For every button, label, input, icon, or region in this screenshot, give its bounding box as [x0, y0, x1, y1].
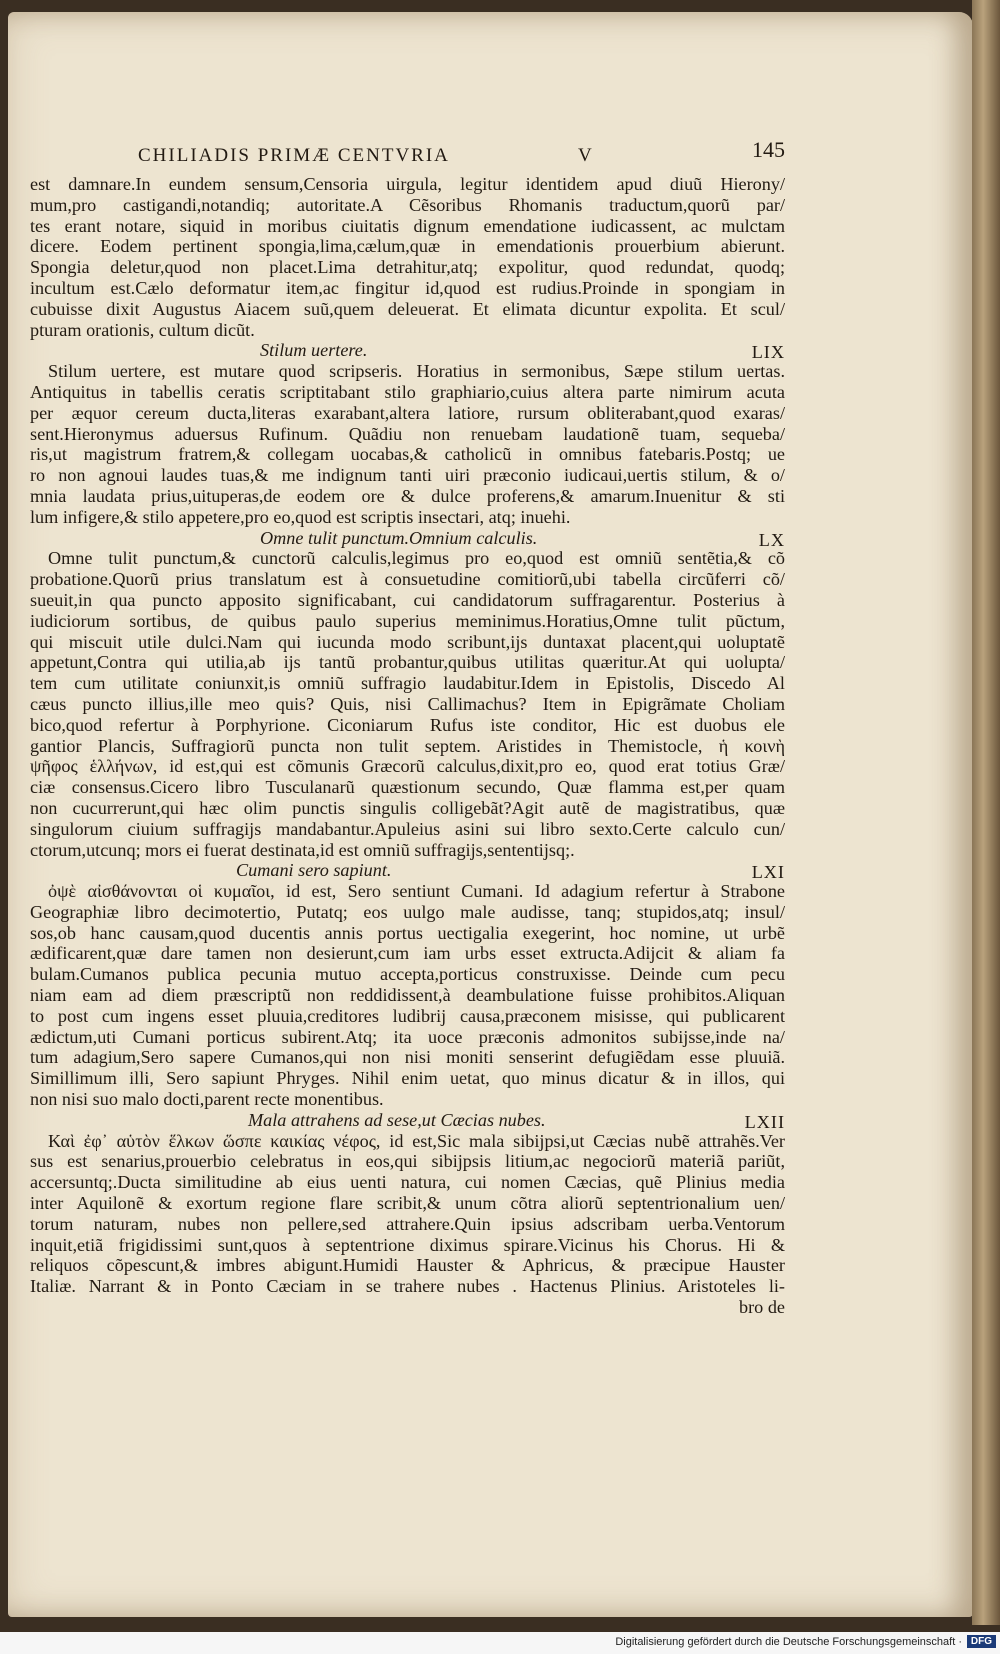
footer-credit: Digitalisierung gefördert durch die Deutsche Forschungsgemeinschaft ·	[615, 1636, 962, 1648]
text-line: reliquos cõpescunt,& imbres abigunt.Humidi Hauster & Aphricus, & præcipue Hauster	[30, 1255, 785, 1276]
text-line: sus est senarius,prouerbio celebratus in eos,qui sibijpsis litium,ac negociorũ materiã pariũt,	[30, 1151, 785, 1172]
adages-list	[30, 340, 785, 1297]
text-line: sent.Hieronymus aduersus Rufinum. Quãdiu non renuebam laudationẽ tuam, sequeba/	[30, 423, 785, 444]
adage-section	[30, 528, 785, 861]
text-line: sueuit,in qua puncto apposito significabant, cui candidatorum suffragarentur. Posterius à	[30, 589, 785, 610]
text-line: to post cum ingens esset pluuia,creditores ludibrij causa,præconem misisse, qui publicarent	[30, 1005, 785, 1026]
adage-title: Omne tulit punctum.Omnium calculis.	[260, 527, 538, 548]
adage-title: Cumani sero sapiunt.	[236, 860, 392, 881]
text-line: pturam orationis, cultum dicũt.	[30, 319, 255, 340]
text-line: cæus puncto illius,ille meo quis? Quis, nisi Callimachus? Item in Epigrãmate Choliam	[30, 693, 785, 714]
text-line: Antiquitus in tabellis ceratis scriptitabant stilo graphiario,cuius altera parte nimirum acuta	[30, 381, 785, 402]
adage-title: Mala attrahens ad sese,ut Cæcias nubes.	[248, 1109, 546, 1130]
text-line: ædictum,uti Cumani porticus subirent.Atq; ita uoce præconis admonitos subijsse,inde na/	[30, 1026, 785, 1047]
adage-heading	[30, 1110, 785, 1131]
text-line: tes erant notare, siquid in moribus ciuitatis dignum emendatione iudicassent, ac mulctam	[30, 215, 785, 236]
text-line: ciæ consensus.Cicero libro Tusculanarũ quæstionum secundo, Quæ flamma est,per quam	[30, 777, 785, 798]
digitization-footer	[0, 1632, 1000, 1654]
text-block	[30, 137, 785, 1318]
text-line: accersuntq;.Ducta similitudine ab eius uenti natura, cui nomen Cæcias, quẽ Plinius media	[30, 1172, 785, 1193]
text-line: qui miscuit utile dulci.Nam qui iucunda modo scribunt,ijs duntaxat placent,qui uoluptatẽ	[30, 631, 785, 652]
text-line: Καὶ ἐφ᾽ αὑτὸν ἕλκων ὥσπε καικίας νέφος, id est,Sic mala sibijpsi,ut Cæcias nubẽ attrahẽs.Ver	[48, 1130, 785, 1151]
text-line: tem cum utilitate coniunxit,is omniũ suffragio laudabitur.Idem in Epistolis, Discedo Al	[30, 673, 785, 694]
text-line: non cucurrerunt,qui hæc olim punctis singulis colligebãt?Agit autẽ de magistratibus, quæ	[30, 797, 785, 818]
text-line: lum infigere,& stilo appetere,pro eo,quod est scriptis insectari, atq; inuehi.	[30, 506, 571, 527]
book-page	[8, 12, 973, 1617]
text-line: Stilum uertere, est mutare quod scripseris. Horatius in sermonibus, Sæpe stilum uertas.	[48, 361, 785, 382]
text-line: Spongia deletur,quod non placet.Lima detrahitur,atq; expolitur, quod redundat, quodq;	[30, 257, 785, 278]
dfg-logo: DFG	[967, 1635, 996, 1648]
text-line: probatione.Quorũ prius translatum est à consuetudine comitiorũ,ubi tabella circũferri cõ/	[30, 569, 785, 590]
text-line: torum naturam, nubes non pellere,sed attrahere.Quin ipsius adscribam uerba.Ventorum	[30, 1213, 785, 1234]
text-line: ædificarent,quæ dare tamen non desierunt,cum iam urbs esset extructa.Adijcit & aliam fa	[30, 943, 785, 964]
text-line: inter Aquilonẽ & exortum regione flare scribit,& unum cõtra aliorũ septentrionalium uen/	[30, 1193, 785, 1214]
adage-section	[30, 1110, 785, 1297]
text-line: Omne tulit punctum,& cunctorũ calculis,legimus pro eo,quod est omniũ sentẽtia,& cõ	[48, 548, 785, 569]
page-number: 145	[752, 137, 785, 162]
text-line: ψῆφος ἑλλήνων, id est,qui est cõmunis Græcorũ calculus,dixit,pro eo, quod erat totius Græ/	[30, 756, 785, 777]
text-line: dicere. Eodem pertinent spongia,lima,cælum,quæ in emendationis prouerbium abierunt.	[30, 236, 785, 257]
intro-paragraph	[30, 174, 785, 340]
text-line: Simillimum illi, Sero sapiunt Phryges. Nihil enim uetat, quo minus dicatur & in illos, qui	[30, 1068, 785, 1089]
text-line: ὀψὲ αἰσθάνονται οἱ κυμαῖοι, id est, Sero sentiunt Cumani. Id adagium refertur à Strabone	[48, 881, 785, 902]
text-line: ris,ut magistrum fratrem,& collegam uocabas,& catholicũ in omnibus fatebaris.Postq; ue	[30, 444, 785, 465]
adage-heading	[30, 528, 785, 549]
adage-heading	[30, 860, 785, 881]
catchword: bro de	[739, 1297, 785, 1318]
text-line: incultum est.Cælo deformatur item,ac fingitur id,quod est rudius.Proinde in spongiam in	[30, 277, 785, 298]
adage-number: LIX	[751, 342, 785, 363]
text-line: est damnare.In eundem sensum,Censoria uirgula, legitur identidem apud diuũ Hierony/	[30, 174, 785, 194]
running-head	[30, 137, 785, 174]
text-line: sos,ob hanc causam,quod ducentis annis portus uectigalia exegerint, hoc nomine, ut urbẽ	[30, 922, 785, 943]
text-line: niam eam ad diem præscriptũ non reddidissent,à deambulatione fuisse prohibitos.Aliquan	[30, 985, 785, 1006]
adage-section	[30, 340, 785, 527]
page-edge	[972, 0, 1000, 1625]
adage-heading	[30, 340, 785, 361]
text-line: inquit,etiã frigidissimi sunt,quos à septentrione diximus spirare.Vicinus his Chorus. Hi &	[30, 1234, 785, 1255]
adage-number: LXI	[751, 862, 785, 883]
adage-title: Stilum uertere.	[260, 340, 368, 361]
running-head-title: CHILIADIS PRIMÆ CENTVRIA	[138, 145, 450, 166]
text-line: bulam.Cumanos publica pecunia mutuo accepta,porticus construxisse. Deinde cum pecu	[30, 964, 785, 985]
text-line: Italiæ. Narrant & in Ponto Cæciam in se trahere nubes . Hactenus Plinius. Aristoteles li-	[30, 1276, 785, 1297]
text-line: mnia laudata prius,uituperas,de eodem ore & dulce proferens,& amarum.Inuenitur & sti	[30, 485, 785, 506]
text-line: gantior Plancis, Suffragiorũ puncta non tulit septem. Aristides in Themistocle, ἡ κοινὴ	[30, 735, 785, 756]
text-line: ro non agnoui laudes tuas,& me indignum tanti uiri præconio iudicaui,uertis stilum, & o/	[30, 465, 785, 486]
adage-number: LX	[758, 529, 785, 550]
text-line: appetunt,Contra qui utilia,ab ijs tantũ probantur,quibus utilitas quæritur.At qui uolupta/	[30, 652, 785, 673]
adage-number: LXII	[744, 1111, 785, 1132]
adage-section	[30, 860, 785, 1110]
text-line: tum adagium,Sero sapere Cumanos,qui non nisi moniti senserint defugiẽdam esse pluuiã.	[30, 1047, 785, 1068]
signature-mark: V	[578, 145, 594, 166]
text-line: singulorum ciuium suffragijs mandabantur.Apuleius asini sui libro sexto.Certe calculo cun/	[30, 818, 785, 839]
text-line: Geographiæ libro decimotertio, Putatq; eos uulgo male audisse, tanq; stupidos,atq; insul/	[30, 901, 785, 922]
text-line: non nisi suo malo docti,parent recte monentibus.	[30, 1089, 384, 1110]
text-line: cubuisse dixit Augustus Aiacem suũ,quem deleuerat. Et elimata dicuntur expolita. Et scul/	[30, 298, 785, 319]
text-line: bico,quod refertur à Porphyrione. Ciconiarum Rufus iste conditor, Hic est duobus ele	[30, 714, 785, 735]
text-line: ctorum,utcunq; mors ei fuerat destinata,id est omniũ suffragijs,sententijsq;.	[30, 839, 575, 860]
text-line: mum,pro castigandi,notandiq; autoritate.A Cẽsoribus Rhomanis traductum,quorũ par/	[30, 194, 785, 215]
text-line: iudiciorum sortibus, de quibus paulo superius meminimus.Horatius,Omne tulit pũctum,	[30, 610, 785, 631]
text-line: per æquor cereum ducta,literas exarabant,altera latiore, rursum obliterabant,quod exaras/	[30, 402, 785, 423]
